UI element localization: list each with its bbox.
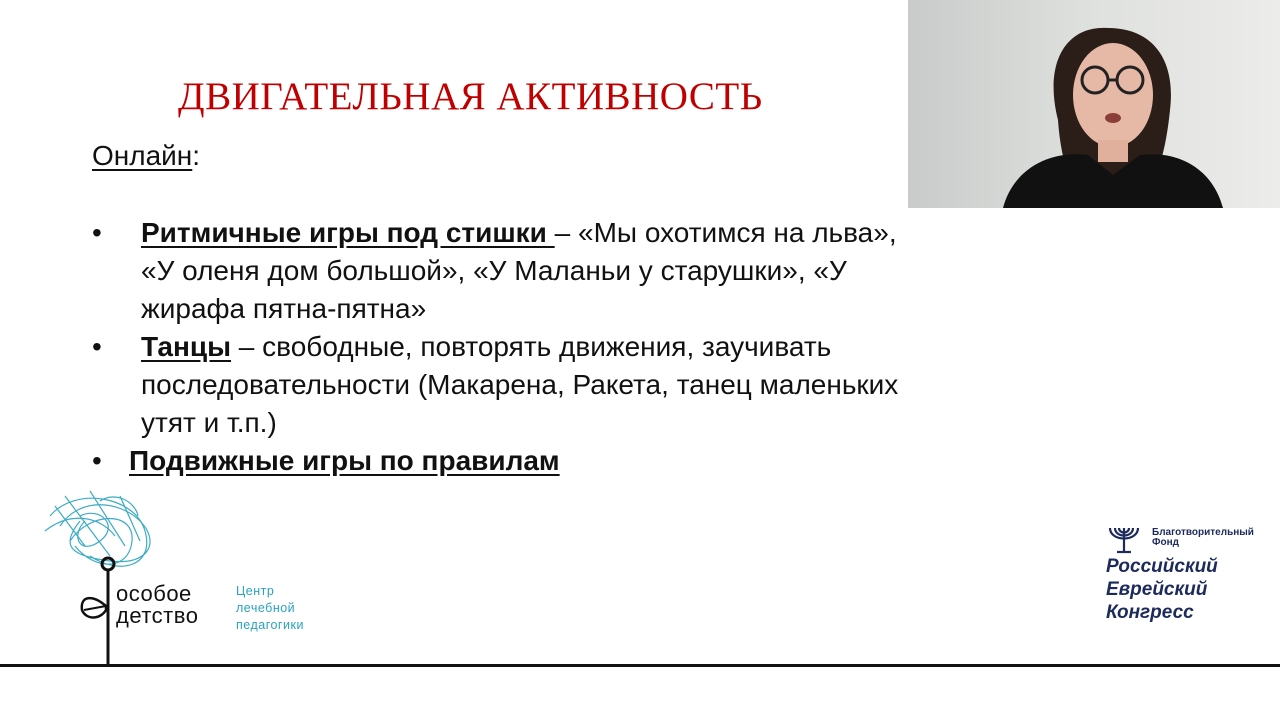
bullet-text: «У оленя дом большой», «У Маланьи у старушки», «У [141, 255, 847, 286]
logo-sub-line: Центр [236, 584, 275, 598]
slide-subtitle [92, 140, 200, 172]
bullet-dot: • [92, 445, 102, 476]
bullet-text: – свободные, повторять движения, заучивать [231, 331, 832, 362]
logo-subtitle [236, 583, 304, 634]
rek-fund-label [1152, 528, 1254, 548]
logo-name [116, 583, 198, 627]
logo-name-line: детство [116, 603, 199, 628]
rek-fund-line: Фонд [1152, 537, 1180, 548]
rek-name-line: Конгресс [1106, 602, 1194, 623]
bullet-bold-text: Подвижные игры по правилам [129, 445, 560, 476]
presenter-video-frame [908, 0, 1280, 208]
bullet-text: последовательности (Макарена, Ракета, танец маленьких [141, 369, 899, 400]
subtitle-colon: : [192, 140, 201, 171]
webcam-video [908, 0, 1280, 208]
osoboe-detstvo-logo [40, 486, 340, 668]
rek-name [1106, 555, 1218, 624]
bottom-divider [0, 664, 1280, 667]
menorah-icon [1104, 524, 1144, 554]
bullet-text: утят и т.п.) [141, 407, 277, 438]
rek-name-line: Еврейский [1106, 579, 1208, 600]
slide-title: ДВИГАТЕЛЬНАЯ АКТИВНОСТЬ [178, 75, 763, 118]
logo-sub-line: лечебной [236, 601, 296, 615]
rek-name-line: Российский [1106, 556, 1218, 577]
bullet-text: – «Мы охотимся на льва», [554, 217, 897, 248]
bullet-item [92, 214, 1032, 328]
logo-name-line: особое [116, 581, 192, 606]
bullet-list [92, 214, 1032, 480]
rek-fund-line: Благотворительный [1152, 527, 1254, 538]
bullet-dot: • [92, 331, 102, 362]
logo-sub-line: педагогики [236, 618, 304, 632]
bullet-text: жирафа пятна-пятна» [141, 293, 427, 324]
bullet-dot: • [92, 217, 102, 248]
bullet-bold-text: Танцы [141, 331, 232, 362]
subtitle-word: Онлайн [92, 140, 193, 171]
bullet-item [92, 328, 1032, 442]
bullet-bold-text: Ритмичные игры под стишки [141, 217, 555, 248]
scribble-tree-icon [40, 486, 340, 668]
bullet-item [92, 442, 1032, 480]
